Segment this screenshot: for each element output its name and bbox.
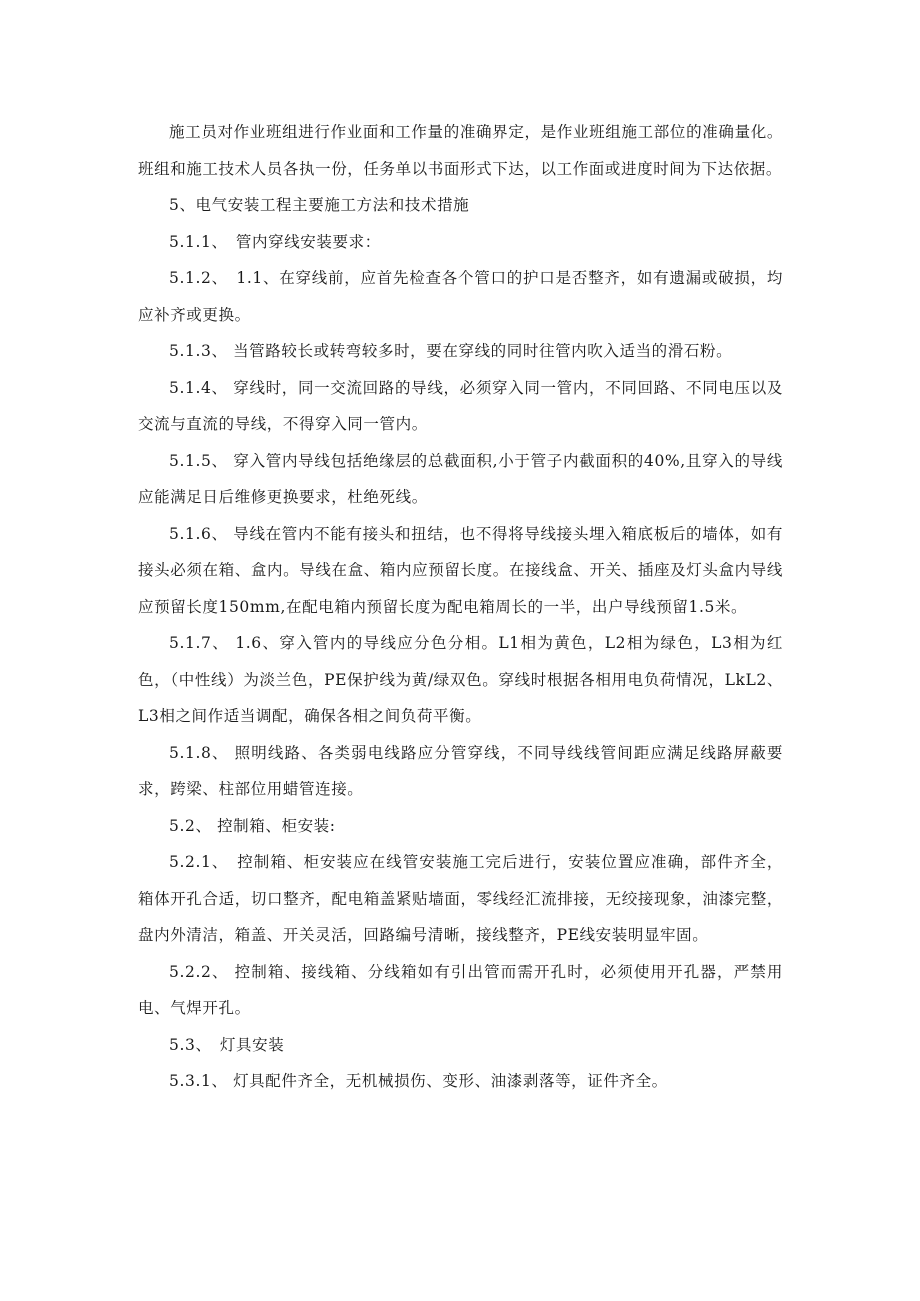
paragraph-5-2-1: 5.2.1、 控制箱、柜安装应在线管安装施工完后进行，安装位置应准确，部件齐全，箱体开孔合适，切口整齐，配电箱盖紧贴墙面，零线经汇流排接，无绞接现象，油漆完整，盘内外清洁，箱盖、开关灵活，回路编号清晰，接线整齐，PE线安装明显牢固。 xyxy=(138,853,783,944)
paragraph-5-1-5: 5.1.5、 穿入管内导线包括绝缘层的总截面积,小于管子内截面积的40%,且穿入的导线应能满足日后维修更换要求，杜绝死线。 xyxy=(138,451,783,506)
paragraph-5-1-3: 5.1.3、 当管路较长或转弯较多时，要在穿线的同时往管内吹入适当的滑石粉。 xyxy=(169,342,733,360)
paragraph-5-1-2: 5.1.2、 1.1、在穿线前，应首先检查各个管口的护口是否整齐，如有遗漏或破损，均应补齐或更换。 xyxy=(138,269,783,324)
paragraph-work-assignment: 施工员对作业班组进行作业面和工作量的准确界定，是作业班组施工部位的准确量化。班组和施工技术人员各执一份，任务单以书面形式下达，以工作面或进度时间为下达依据。 xyxy=(138,123,783,178)
section-heading-5-2: 5.2、 控制箱、柜安装: xyxy=(169,816,336,835)
paragraph-5-2-2: 5.2.2、 控制箱、接线箱、分线箱如有引出管而需开孔时，必须使用开孔器，严禁用电、气焊开孔。 xyxy=(138,962,783,1017)
paragraph-5-3-1: 5.3.1、 灯具配件齐全，无机械损伤、变形、油漆剥落等，证件齐全。 xyxy=(169,1072,668,1090)
paragraph-5-1-8: 5.1.8、 照明线路、各类弱电线路应分管穿线，不同导线线管间距应满足线路屏蔽要求，跨梁、柱部位用蜡管连接。 xyxy=(138,743,783,798)
paragraph-5-1-4: 5.1.4、 穿线时，同一交流回路的导线，必须穿入同一管内，不同回路、不同电压以及交流与直流的导线，不得穿入同一管内。 xyxy=(138,378,783,433)
paragraph-5-1-1: 5.1.1、 管内穿线安装要求： xyxy=(169,232,381,251)
paragraph-5-1-6: 5.1.6、 导线在管内不能有接头和扭结，也不得将导线接头埋入箱底板后的墙体，如有接头必须在箱、盒内。导线在盒、箱内应预留长度。在接线盒、开关、插座及灯头盒内导线应预留长度150mm,在配电箱内预留长度为配电箱周长的一半，出户导线预留1.5米。 xyxy=(138,524,783,616)
section-heading-5-3: 5.3、 灯具安装 xyxy=(169,1035,285,1054)
document-body xyxy=(138,114,783,1100)
paragraph-5-1-7: 5.1.7、 1.6、穿入管内的导线应分色分相。L1相为黄色，L2相为绿色，L3相为红色，（中性线）为淡兰色，PE保护线为黄/绿双色。穿线时根据各相用电负荷情况，LkL2、L3相之间作适当调配，确保各相之间负荷平衡。 xyxy=(138,634,783,725)
section-heading-5: 5、电气安装工程主要施工方法和技术措施 xyxy=(169,196,470,214)
